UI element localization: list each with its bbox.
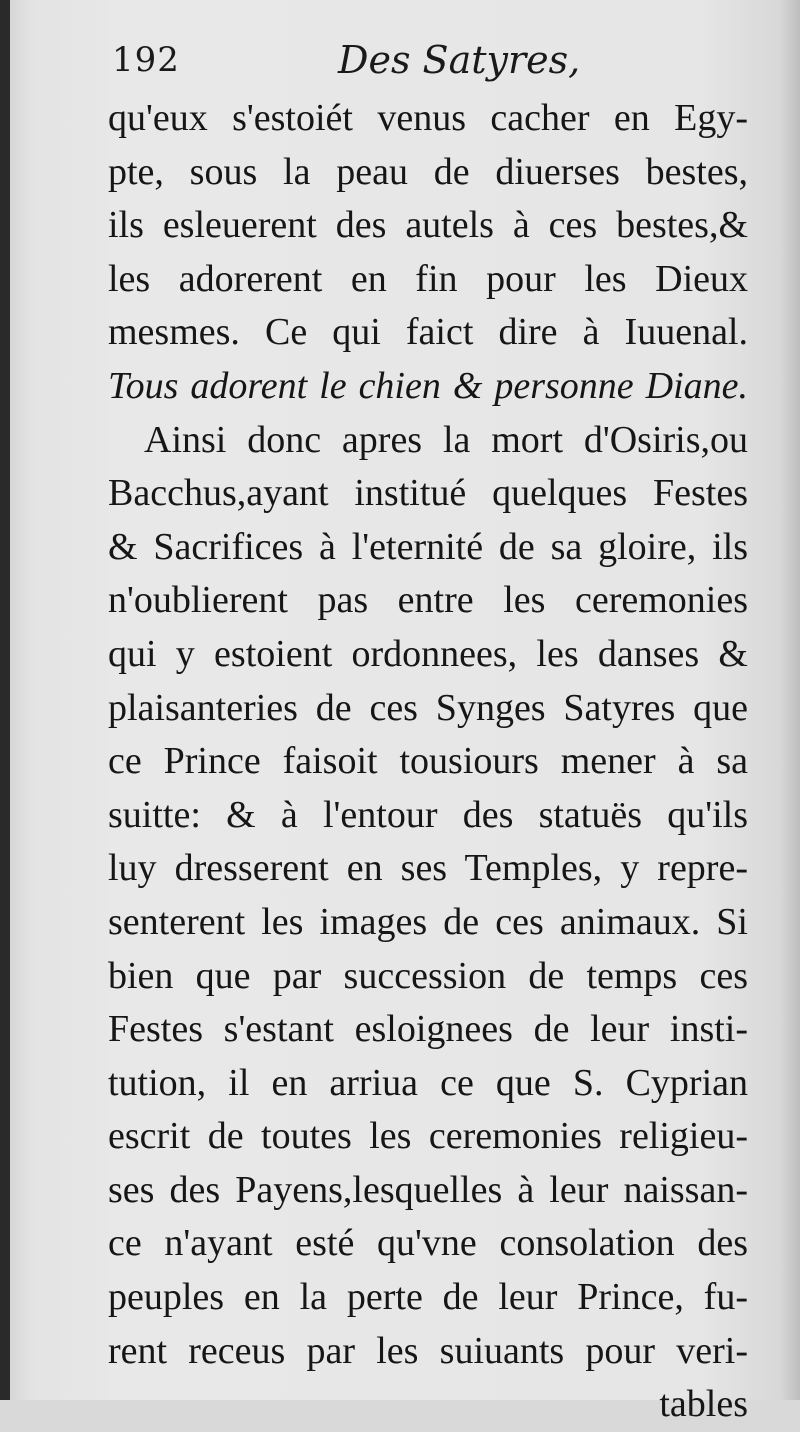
text-line: mesmes. Ce qui faict dire à Iuuenal.	[108, 311, 748, 354]
text-line: plaisanteries de ces Synges Satyres que	[108, 686, 748, 729]
text-line: Bacchus,ayant institué quelques Festes	[108, 472, 748, 515]
page-header	[112, 40, 752, 90]
page-number: 192	[112, 40, 180, 80]
text-line: luy dresserent en ses Temples, y repre-	[108, 847, 748, 890]
running-head: Des Satyres,	[338, 38, 581, 82]
text-line: suitte: & à l'entour des statuës qu'ils	[108, 793, 748, 836]
text-line: ses des Payens,lesquelles à leur naissan-	[108, 1168, 748, 1211]
text-line: ils esleuerent des autels à ces bestes,&	[108, 204, 748, 247]
text-line: rent receus par les suiuants pour veri-	[108, 1329, 748, 1372]
text-line: les adorerent en fin pour les Dieux	[108, 257, 748, 300]
text-line: senterent les images de ces animaux. Si	[108, 900, 748, 943]
quoted-verse-line: Tous adorent le chien & personne Diane.	[108, 364, 748, 407]
body-text	[108, 92, 748, 1432]
text-line: Festes s'estant esloignees de leur insti-	[108, 1008, 748, 1051]
text-line: ce Prince faisoit tousiours mener à sa	[108, 740, 748, 783]
text-line: escrit de toutes les ceremonies religieu-	[108, 1115, 748, 1158]
text-line: tution, il en arriua ce que S. Cyprian	[108, 1061, 748, 1104]
text-line: peuples en la perte de leur Prince, fu-	[108, 1276, 748, 1319]
paragraph-start-line: Ainsi donc apres la mort d'Osiris,ou	[144, 418, 748, 461]
text-line: pte, sous la peau de diuerses bestes,	[108, 150, 748, 193]
text-line: ce n'ayant esté qu'vne consolation des	[108, 1222, 748, 1265]
text-line: & Sacrifices à l'eternité de sa gloire, ils	[108, 525, 748, 568]
text-line: bien que par succession de temps ces	[108, 954, 748, 997]
catchword: tables	[659, 1383, 748, 1426]
text-line: n'oublierent pas entre les ceremonies	[108, 579, 748, 622]
page-edge-shadow	[0, 0, 10, 1400]
text-line: qui y estoient ordonnees, les danses &	[108, 632, 748, 675]
text-line: qu'eux s'estoiét venus cacher en Egy-	[108, 97, 748, 139]
